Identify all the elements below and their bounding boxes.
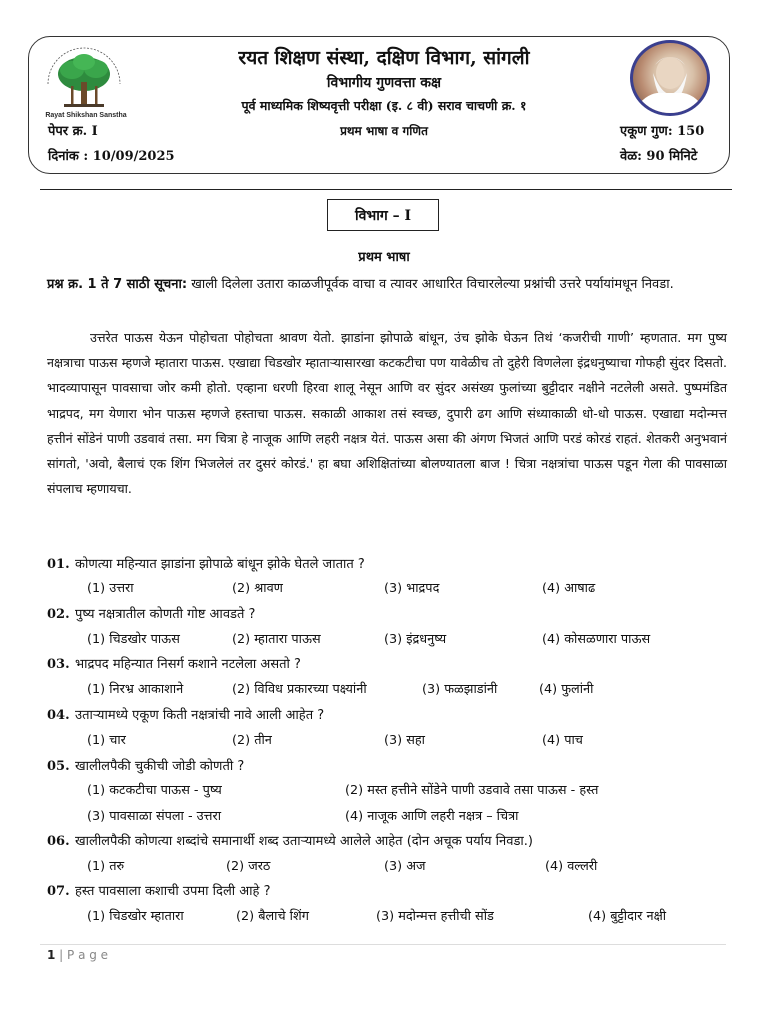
option-4[interactable]: (4) बुट्टीदार नक्षी <box>588 909 667 924</box>
option-4[interactable]: (4) वल्लरी <box>545 859 598 874</box>
question-2 <box>47 604 255 622</box>
option-3[interactable]: (3) सहा <box>384 733 425 748</box>
exam-date: दिनांक : 10/09/2025 <box>48 149 175 164</box>
question-1 <box>47 554 365 572</box>
exam-title: पूर्व माध्यमिक शिष्यवृत्ती परीक्षा (इ. ८ वी) सराव चाचणी क्र. १ <box>241 98 527 113</box>
question-number: 04. <box>47 708 70 723</box>
option-3[interactable]: (3) भाद्रपद <box>384 581 440 596</box>
question-number: 01. <box>47 557 70 572</box>
option-2[interactable]: (2) म्हातारा पाऊस <box>232 632 321 647</box>
question-text: हस्त पावसाला कशाची उपमा दिली आहे ? <box>75 884 271 899</box>
section-subtitle: प्रथम भाषा <box>358 250 410 265</box>
option-4[interactable]: (4) फुलांनी <box>539 682 594 697</box>
option-2[interactable]: (2) तीन <box>232 733 272 748</box>
question-7 <box>47 881 270 899</box>
page-number: 1 <box>47 948 56 962</box>
option-4[interactable]: (4) पाच <box>542 733 583 748</box>
rayat-logo-icon <box>38 42 130 120</box>
option-2[interactable]: (2) श्रावण <box>232 581 283 596</box>
header-divider <box>40 189 732 190</box>
question-number: 06. <box>47 834 70 849</box>
question-number: 03. <box>47 657 70 672</box>
section-title: विभाग – I <box>327 199 439 231</box>
option-1[interactable]: (1) कटकटीचा पाऊस - पुष्य <box>87 783 222 798</box>
logo-caption: Rayat Shikshan Sanstha <box>45 112 127 119</box>
question-text: कोणत्या महिन्यात झाडांना झोपाळे बांधून झोके घेतले जातात ? <box>75 557 365 572</box>
question-text: उताऱ्यामध्ये एकूण किती नक्षत्रांची नावे आली आहेत ? <box>75 708 325 723</box>
option-1[interactable]: (1) चिडखोर पाऊस <box>87 632 180 647</box>
footer-divider <box>40 944 726 945</box>
option-1[interactable]: (1) उत्तरा <box>87 581 134 596</box>
option-2[interactable]: (2) मस्त हत्तीने सोंडेने पाणी उडवावे तसा पाऊस - हस्त <box>345 783 599 798</box>
cell-title: विभागीय गुणवत्ता कक्ष <box>326 75 442 91</box>
page-separator: | <box>55 948 68 962</box>
question-text: खालीलपैकी चुकीची जोडी कोणती ? <box>75 759 245 774</box>
exam-time: वेळ: 90 मिनिटे <box>620 149 698 164</box>
paper-number: पेपर क्र. I <box>48 124 98 139</box>
question-6 <box>47 831 533 849</box>
option-2[interactable]: (2) बैलाचे शिंग <box>236 909 309 924</box>
org-title: रयत शिक्षण संस्था, दक्षिण विभाग, सांगली <box>238 47 530 69</box>
instructions-label: प्रश्न क्र. 1 ते 7 साठी सूचना: <box>47 277 188 292</box>
reading-passage: उत्तरेत पाऊस येऊन पोहोचता पोहोचता श्रावण येतो. झाडांना झोपाळे बांधून, उंच झोके घेऊन तिथं ‘कजरीची गाणी’ म्हणतात. मग पुष्य नक्षत्राचा पाऊस म्हणजे म्हातारा पाऊस. एखाद्या चिडखोर म्हाताऱ्यासारखा कटकटीचा पण यावेळीच तो दुहेरी विणलेला इंद्रधनुष्याचा गोफही सुंदर दिसतो. भादव्यापासून पावसाचा जोर कमी होतो. एव्हाना धरणी हिरवा शालू नेसून आणि वर सुंदर असंख्य फुलांच्या बुट्टीदार नक्षीने नटलेली असते. पुष्पमंडित भाद्रपद, मग येणारा भोन पाऊस म्हणजे हस्ताचा पाऊस. सकाळी आकाश तसं स्वच्छ, दुपारी ढग आणि संध्याकाळी धो-धो पाऊस. एखाद्या मदोन्मत्त हत्तीनं सोंडेनं पाणी उडवावं तसा. मग चित्रा हे नाजूक आणि लहरी नक्षत्र येतं. पाऊस असा की अंगण भिजतं आणि परडं कोरडं राहतं. शेतकरी अनुभवानं सांगतो, 'अवो, बैलाचं एक शिंग भिजलेलं तर दुसरं कोरडं.' हा बघा अशिक्षितांच्या बोलण्यातला बाज ! चित्रा नक्षत्रांचा पाऊस पडून गेला की पावसाळा संपलाच म्हणायचा. <box>47 330 727 497</box>
portrait-image-icon <box>633 43 707 113</box>
option-3[interactable]: (3) फळझाडांनी <box>422 682 498 697</box>
option-3[interactable]: (3) अज <box>384 859 426 874</box>
option-3[interactable]: (3) पावसाळा संपला - उत्तरा <box>87 809 222 824</box>
subject-title: प्रथम भाषा व गणित <box>340 124 428 138</box>
option-1[interactable]: (1) निरभ्र आकाशाने <box>87 682 184 697</box>
question-5 <box>47 756 244 774</box>
option-4[interactable]: (4) आषाढ <box>542 581 596 596</box>
option-2[interactable]: (2) विविध प्रकारच्या पक्ष्यांनी <box>232 682 367 697</box>
page-footer <box>47 948 108 962</box>
founder-portrait <box>630 40 710 116</box>
option-3[interactable]: (3) मदोन्मत्त हत्तीची सोंड <box>376 909 494 924</box>
question-3 <box>47 654 301 672</box>
question-number: 07. <box>47 884 70 899</box>
option-4[interactable]: (4) नाजूक आणि लहरी नक्षत्र – चित्रा <box>345 809 519 824</box>
question-text: भाद्रपद महिन्यात निसर्ग कशाने नटलेला असतो ? <box>75 657 301 672</box>
question-text: खालीलपैकी कोणत्या शब्दांचे समानार्थी शब्द उताऱ्यामध्ये आलेले आहेत (दोन अचूक पर्याय निवडा.) <box>75 834 533 849</box>
option-4[interactable]: (4) कोसळणारा पाऊस <box>542 632 651 647</box>
question-number: 02. <box>47 607 70 622</box>
question-number: 05. <box>47 759 70 774</box>
instructions-text: खाली दिलेला उतारा काळजीपूर्वक वाचा व त्यावर आधारित विचारलेल्या प्रश्नांची उत्तरे पर्यायांमधून निवडा. <box>187 277 674 292</box>
question-4 <box>47 705 324 723</box>
option-3[interactable]: (3) इंद्रधनुष्य <box>384 632 447 647</box>
option-1[interactable]: (1) तरु <box>87 859 125 874</box>
option-1[interactable]: (1) चार <box>87 733 126 748</box>
instructions <box>47 273 727 296</box>
question-text: पुष्य नक्षत्रातील कोणती गोष्ट आवडते ? <box>75 607 256 622</box>
option-1[interactable]: (1) चिडखोर म्हातारा <box>87 909 184 924</box>
option-2[interactable]: (2) जरठ <box>226 859 271 874</box>
page-label: P a g e <box>67 948 109 962</box>
total-marks: एकूण गुण: 150 <box>620 124 705 139</box>
